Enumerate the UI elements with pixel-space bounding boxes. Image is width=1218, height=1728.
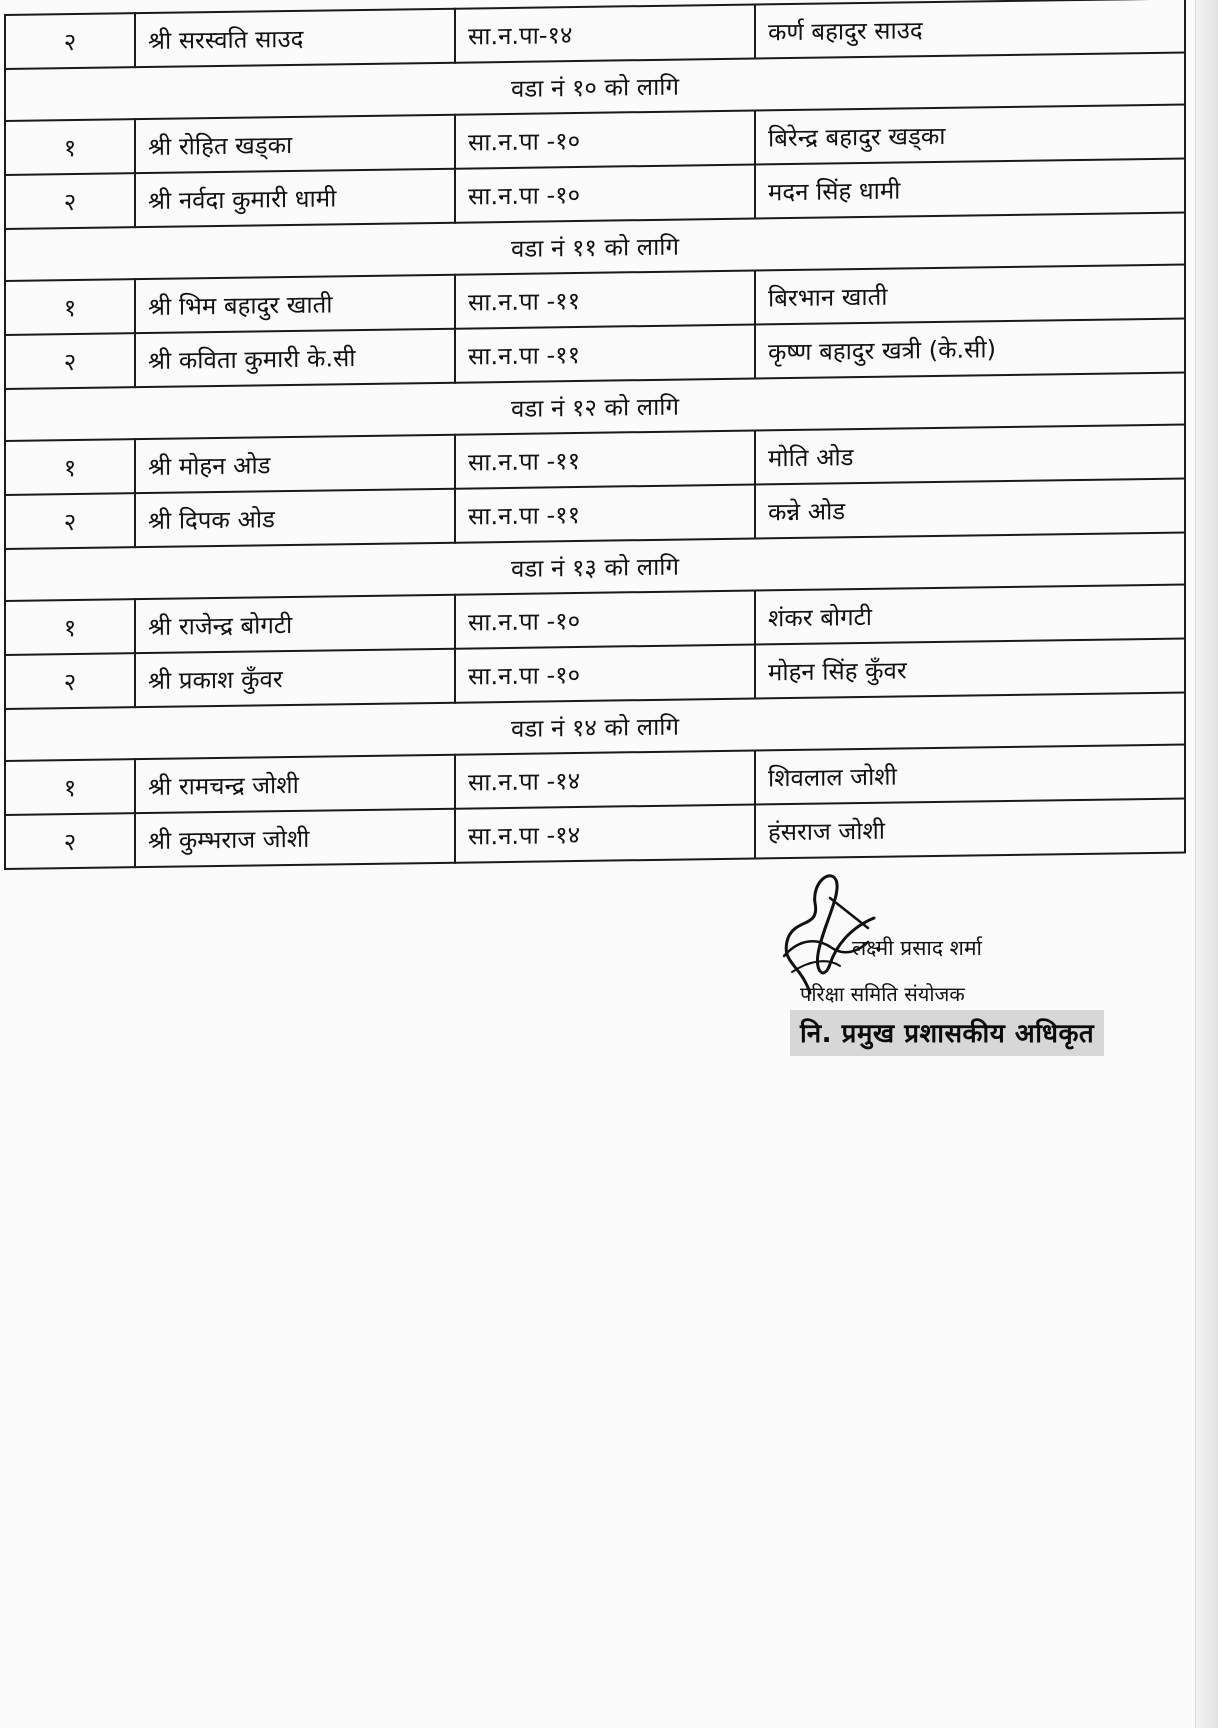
address-cell: सा.न.पा -११ [455,325,755,383]
serial-number-cell: २ [5,333,135,389]
address-cell: सा.न.पा -१० [455,591,755,649]
father-name-cell: हंसराज जोशी [755,799,1185,859]
ward-header: वडा नं १३ को लागि [5,533,1185,601]
serial-number-cell: २ [5,813,135,869]
ward-header: वडा नं ११ को लागि [5,213,1185,281]
candidate-name-cell: श्री सरस्वति साउद [135,9,455,67]
address-cell: सा.न.पा -१४ [455,805,755,863]
address-cell: सा.न.पा-१४ [455,5,755,63]
address-cell: सा.न.पा -१४ [455,751,755,809]
signatory-name: लक्ष्मी प्रसाद शर्मा [852,936,982,960]
serial-number-cell: १ [5,599,135,655]
ward-header: वडा नं १० को लागि [5,53,1185,121]
serial-number-cell: १ [5,759,135,815]
address-cell: सा.न.पा -१० [455,645,755,703]
candidate-name-cell: श्री नर्वदा कुमारी धामी [135,169,455,227]
candidate-name-cell: श्री प्रकाश कुँवर [135,649,455,707]
signature-block [770,868,1095,1078]
signatory-role: परिक्षा समिति संयोजक [800,982,965,1006]
official-stamp: नि. प्रमुख प्रशासकीय अधिकृत [790,1010,1104,1056]
candidate-name-cell: श्री दिपक ओड [135,489,455,547]
ward-header: वडा नं १४ को लागि [5,693,1185,761]
page-edge-shadow [1195,0,1218,1728]
candidate-name-cell: श्री मोहन ओड [135,435,455,493]
serial-number-cell: २ [5,493,135,549]
father-name-cell: बिरेन्द्र बहादुर खड्का [755,105,1185,165]
father-name-cell: मोति ओड [755,425,1185,485]
candidate-table-body [5,0,1185,869]
candidate-name-cell: श्री रामचन्द्र जोशी [135,755,455,813]
father-name-cell: कर्ण बहादुर साउद [755,0,1185,59]
handwritten-signature [770,868,880,998]
serial-number-cell: १ [5,279,135,335]
address-cell: सा.न.पा -१० [455,165,755,223]
father-name-cell: बिरभान खाती [755,265,1185,325]
serial-number-cell: २ [5,173,135,229]
candidate-name-cell: श्री रोहित खड्का [135,115,455,173]
candidate-name-cell: श्री कुम्भराज जोशी [135,809,455,867]
candidate-name-cell: श्री भिम बहादुर खाती [135,275,455,333]
serial-number-cell: २ [5,13,135,69]
address-cell: सा.न.पा -१० [455,111,755,169]
serial-number-cell: २ [5,653,135,709]
father-name-cell: मोहन सिंह कुँवर [755,639,1185,699]
father-name-cell: कृष्ण बहादुर खत्री (के.सी) [755,319,1185,379]
candidate-table [4,0,1186,870]
address-cell: सा.न.पा -११ [455,485,755,543]
serial-number-cell: १ [5,119,135,175]
ward-header: वडा नं १२ को लागि [5,373,1185,441]
father-name-cell: कन्ने ओड [755,479,1185,539]
serial-number-cell: १ [5,439,135,495]
candidate-name-cell: श्री राजेन्द्र बोगटी [135,595,455,653]
father-name-cell: मदन सिंह धामी [755,159,1185,219]
father-name-cell: शिवलाल जोशी [755,745,1185,805]
candidate-name-cell: श्री कविता कुमारी के.सी [135,329,455,387]
address-cell: सा.न.पा -११ [455,431,755,489]
father-name-cell: शंकर बोगटी [755,585,1185,645]
address-cell: सा.न.पा -११ [455,271,755,329]
